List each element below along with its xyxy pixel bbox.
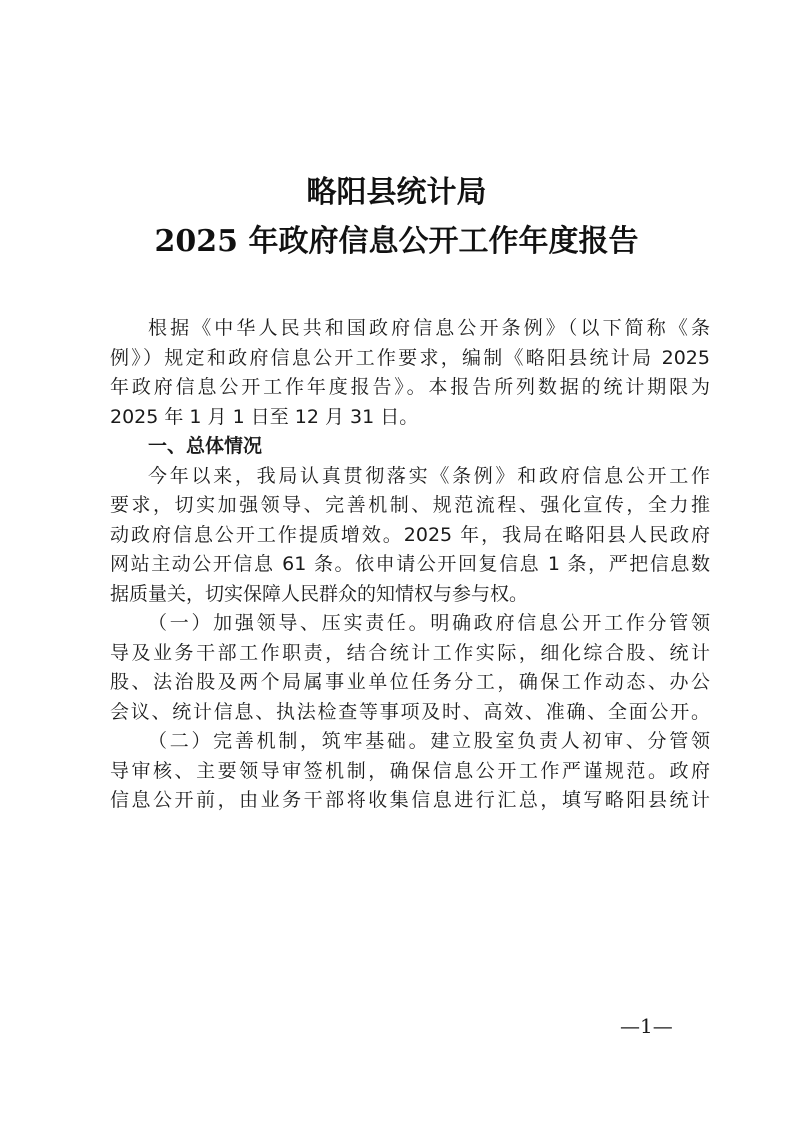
text-line: 会议、统计信息、执法检查等事项及时、高效、准确、全面公开。 — [110, 700, 710, 723]
text-line: 导及业务干部工作职责，结合统计工作实际，细化综合股、统计 — [110, 641, 710, 664]
document-body — [110, 314, 710, 816]
page-number: —1— — [620, 1014, 673, 1038]
text-line: 股、法治股及两个局属事业单位任务分工，确保工作动态、办公 — [110, 671, 710, 693]
text-line: 导审核、主要领导审签机制，确保信息公开工作严谨规范。政府 — [110, 759, 710, 782]
text-line: （二）完善机制，筑牢基础。建立股室负责人初审、分管领 — [148, 730, 710, 752]
document-title — [0, 168, 793, 266]
section-heading-overview — [110, 432, 710, 462]
section-heading: 一、总体情况 — [148, 435, 263, 457]
title-line-org: 略阳县统计局 — [306, 175, 487, 210]
title-line-report: 2025 年政府信息公开工作年度报告 — [154, 224, 639, 259]
text-line: 根据《中华人民共和国政府信息公开条例》（以下简称《条 — [148, 317, 710, 339]
text-line: 信息公开前，由业务干部将收集信息进行汇总，填写略阳县统计 — [110, 789, 710, 811]
paragraph-intro — [110, 314, 710, 432]
text-line: 今年以来，我局认真贯彻落实《条例》和政府信息公开工作 — [148, 464, 710, 487]
text-line: （一）加强领导、压实责任。明确政府信息公开工作分管领 — [148, 612, 710, 634]
paragraph-overview — [110, 462, 710, 610]
text-line: 2025 年 1 月 1 日至 12 月 31 日。 — [110, 405, 419, 428]
text-line: 网站主动公开信息 61 条。依申请公开回复信息 1 条，严把信息数 — [110, 553, 710, 575]
text-line: 动政府信息公开工作提质增效。2025 年，我局在略阳县人民政府 — [110, 523, 710, 546]
text-line: 据质量关，切实保障人民群众的知情权与参与权。 — [110, 582, 529, 605]
text-line: 要求，切实加强领导、完善机制、规范流程、强化宣传，全力推 — [110, 494, 710, 516]
text-line: 例》）规定和政府信息公开工作要求，编制《略阳县统计局 2025 — [110, 346, 710, 369]
paragraph-mechanism — [110, 727, 710, 816]
text-line: 年政府信息公开工作年度报告》。本报告所列数据的统计期限为 — [110, 376, 710, 398]
paragraph-leadership — [110, 609, 710, 727]
